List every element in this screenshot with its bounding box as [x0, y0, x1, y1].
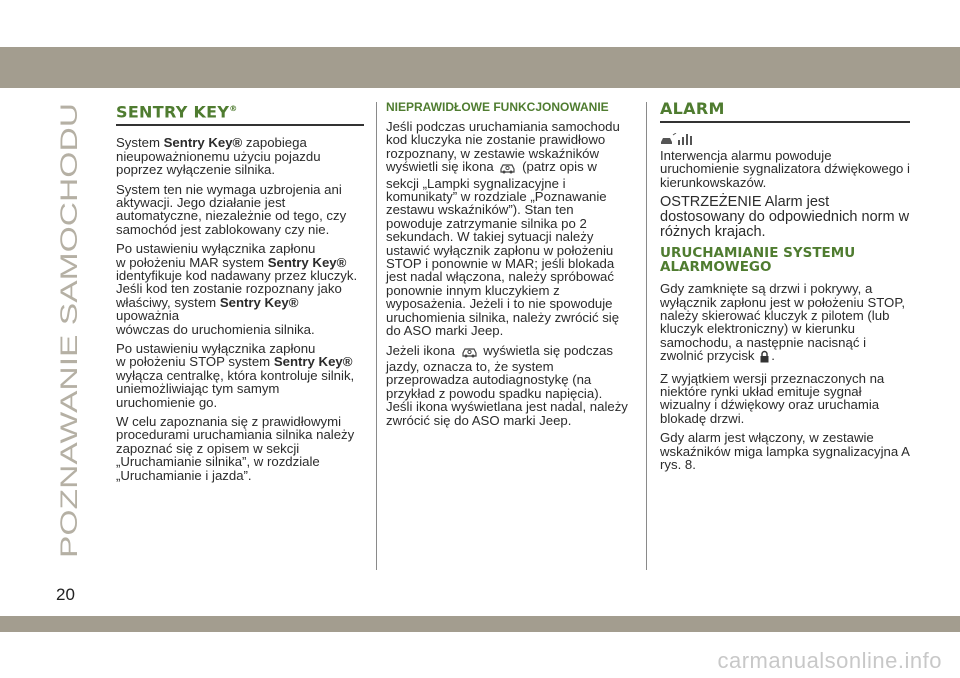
watermark: carmanualsonline.info: [717, 648, 942, 673]
heading-rule: [116, 124, 364, 126]
alarm-icons: [660, 133, 910, 145]
heading-rule: [660, 121, 910, 123]
signal-icon: [678, 134, 692, 145]
car-alarm-icon: [661, 133, 676, 144]
warning-text: OSTRZEŻENIE Alarm jest dostosowany do odpowiednich norm w różnych krajach.: [660, 194, 910, 241]
paragraph: Po ustawieniu wyłącznika zapłonu w położeniu STOP system Sentry Key® wyłącza centralkę, która kontroluje silnik, uniemożliwiając tym samym uruchomienie go.: [116, 341, 355, 410]
column-divider: [376, 102, 377, 570]
column-sentry-key: [116, 100, 364, 488]
column-divider: [646, 102, 647, 570]
paragraph: System Sentry Key® zapobiega nieupoważnionemu użyciu pojazdu poprzez wyłączenie silnika.: [116, 135, 321, 178]
section-side-title: [53, 100, 85, 560]
paragraph: W celu zapoznania się z prawidłowymi procedurami uruchamiania silnika należy zapoznać się z opisem w sekcji „Uruchamianie silnika”, w rozdziale „Uruchamianie i jazda”.: [116, 414, 355, 483]
page-number: 20: [56, 585, 75, 604]
sentry-key-heading: SENTRY KEY®: [116, 102, 238, 122]
bottom-band: [0, 616, 960, 632]
column-malfunction: [386, 100, 632, 433]
column-alarm: [660, 100, 910, 478]
top-band: [0, 47, 960, 88]
paragraph: Gdy alarm jest włączony, w zestawie wskaźników miga lampka sygnalizacyjna A rys. 8.: [660, 430, 910, 473]
lock-icon: [760, 350, 769, 365]
car-key-warning-icon: [461, 345, 478, 360]
paragraph: System ten nie wymaga uzbrojenia ani aktywacji. Jego działanie jest automatyczne, niezależnie od tego, czy samochód jest zablokowany czy nie.: [116, 181, 347, 237]
alarm-heading: ALARM: [660, 99, 725, 118]
registered-mark: ®: [229, 104, 238, 113]
paragraph: Z wyjątkiem wersji przeznaczonych na niektóre rynki układ emituje sygnał wizualny i dźwiękowy oraz uruchamia blokadę drzwi.: [660, 370, 885, 426]
paragraph: Jeśli podczas uruchamiania samochodu kod kluczyka nie zostanie prawidłowo rozpoznany, w zestawie wskaźników wyświetli się ikona (patrz opis w sekcji „Lampki sygnalizacyjne i komunikaty” w rozdziale „Poznawanie zestawu wskaźników”). Stan ten powoduje zatrzymanie silnika po 2 sekundach. W takiej sytuacji należy ustawić wyłącznik zapłonu w położeniu STOP i ponownie w MAR; jeśli blokada jest nadal włączona, należy spróbować ponownie innym kluczykiem z wyposażenia. Jeżeli i to nie spowoduje uruchomienia silnika, należy zwrócić się do ASO marki Jeep.: [386, 119, 620, 339]
paragraph: Interwencja alarmu powoduje uruchomienie sygnalizatora dźwiękowego i kierunkowskazów.: [660, 148, 910, 190]
section-label: POZNAWANIE SAMOCHODU: [56, 226, 83, 558]
car-key-warning-icon: [499, 161, 516, 176]
paragraph: Po ustawieniu wyłącznika zapłonu w położeniu MAR system Sentry Key® identyfikuje kod nadawany przez kluczyk. Jeśli kod ten zostanie rozpoznany jako właściwy, system Sentry Key® upoważnia wówczas do uruchomienia silnika.: [116, 241, 358, 337]
alarm-arming-heading: URUCHAMIANIE SYSTEMU ALARMOWEGO: [660, 245, 856, 276]
paragraph: Jeżeli ikona wyświetla się podczas jazdy, oznacza to, że system przeprowadza autodiagnostykę (na przykład z powodu spadku napięcia). Jeśli ikona wyświetlana jest nadal, należy zwrócić się do ASO marki Jeep.: [386, 342, 628, 428]
malfunction-heading: NIEPRAWIDŁOWE FUNKCJONOWANIE: [386, 100, 609, 114]
paragraph: Gdy zamknięte są drzwi i pokrywy, a wyłącznik zapłonu jest w położeniu STOP, należy skierować kluczyk z pilotem (lub kluczyk elektroniczny) w kierunku samochodu, a następnie nacisnąć i zwolnić przycisk .: [660, 282, 910, 365]
